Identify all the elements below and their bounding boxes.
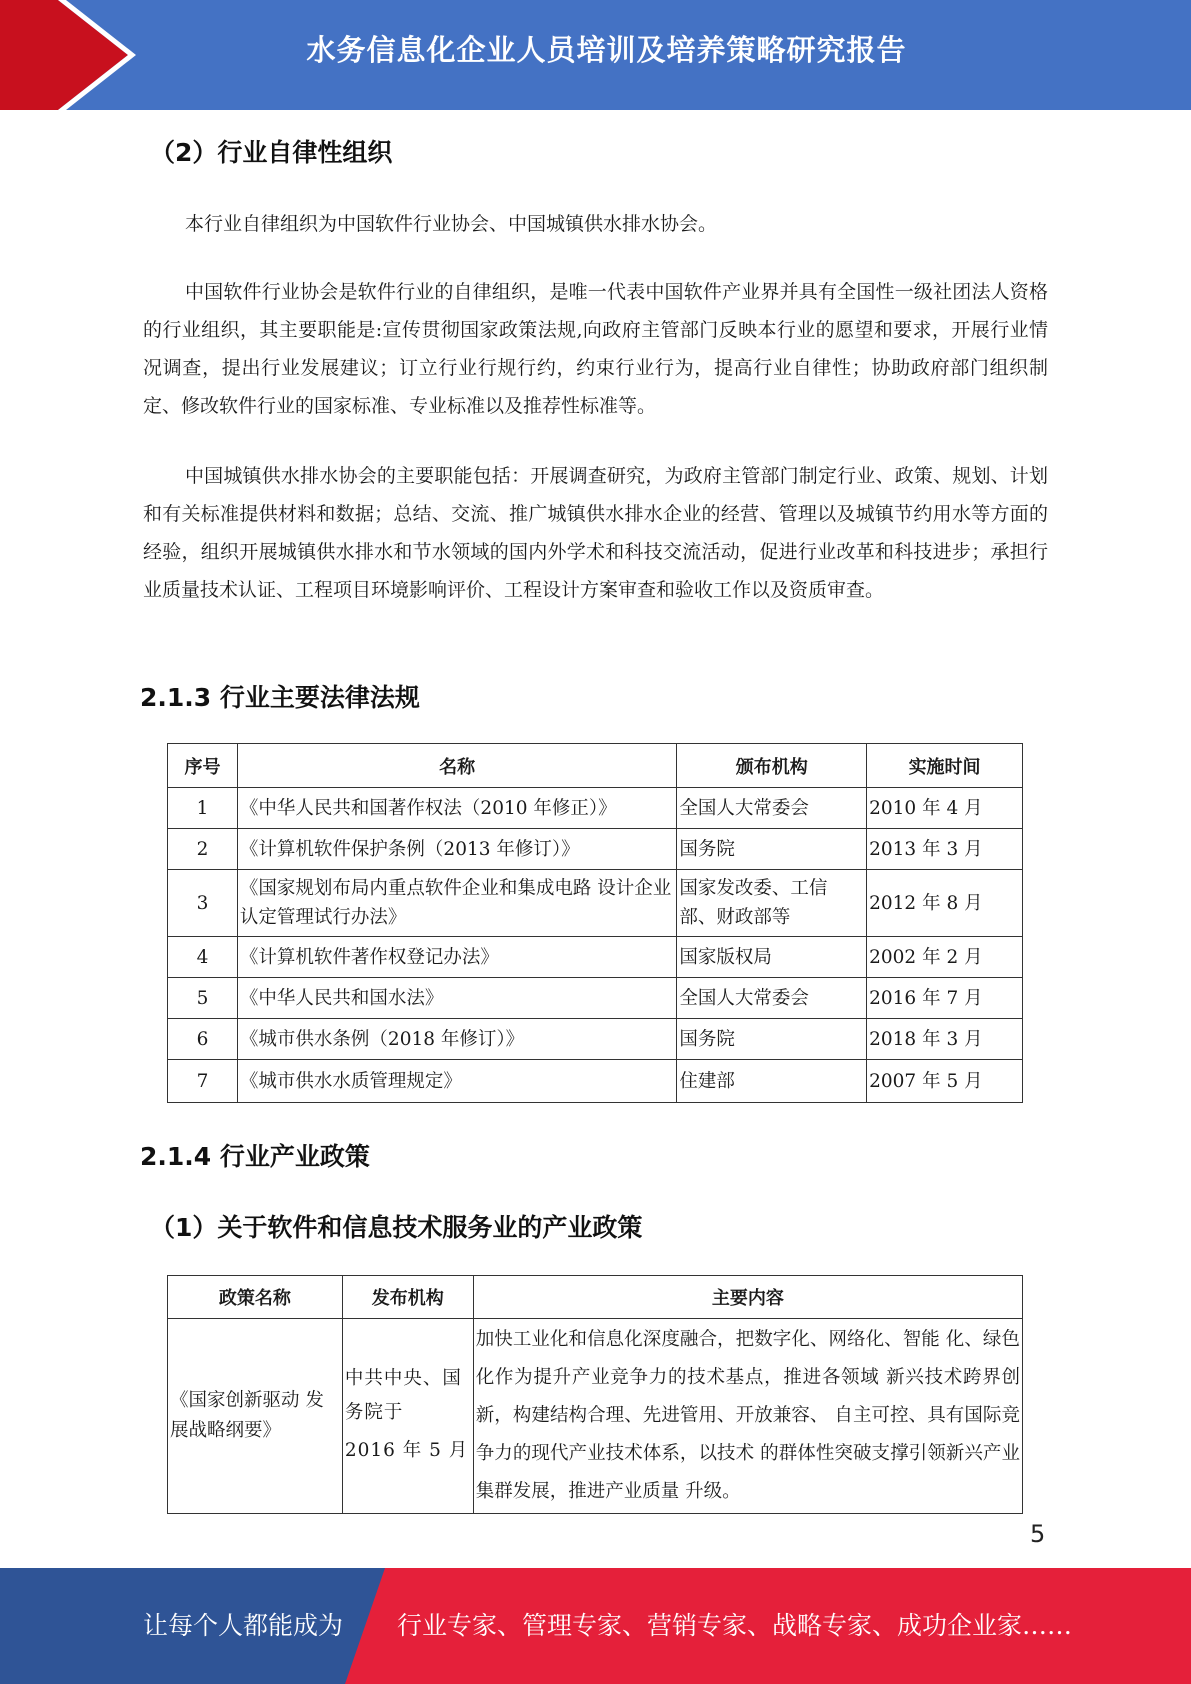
law-issuer: 全国人大常委会: [677, 788, 867, 829]
law-issuer: 国务院: [677, 1019, 867, 1060]
software-policy-heading: （1）关于软件和信息技术服务业的产业政策: [150, 1213, 643, 1242]
law-issuer: 国家版权局: [677, 937, 867, 978]
laws-table-header-row: [168, 744, 1023, 788]
laws-header-name: 名称: [237, 744, 676, 788]
law-name: 《国家规划布局内重点软件企业和集成电路 设计企业认定管理试行办法》: [237, 870, 676, 937]
table-row: [168, 937, 1023, 978]
law-no: 6: [168, 1019, 238, 1060]
paragraph-1: 本行业自律组织为中国软件行业协会、中国城镇供水排水协会。: [185, 213, 718, 235]
laws-header-issuer: 颁布机构: [677, 744, 867, 788]
law-date: 2018 年 3 月: [867, 1019, 1023, 1060]
policy-header-publisher: 发布机构: [342, 1276, 473, 1319]
law-no: 7: [168, 1060, 238, 1103]
law-no: 4: [168, 937, 238, 978]
law-date: 2007 年 5 月: [867, 1060, 1023, 1103]
law-no: 3: [168, 870, 238, 937]
law-date: 2002 年 2 月: [867, 937, 1023, 978]
table-row: [168, 870, 1023, 937]
table-row: [168, 1319, 1023, 1514]
page-number: 5: [1030, 1520, 1046, 1548]
law-date: 2012 年 8 月: [867, 870, 1023, 937]
law-date: 2010 年 4 月: [867, 788, 1023, 829]
law-name: 《城市供水条例（2018 年修订）》: [237, 1019, 676, 1060]
table-row: [168, 829, 1023, 870]
policy-header-name: 政策名称: [168, 1276, 343, 1319]
law-no: 5: [168, 978, 238, 1019]
law-issuer: 国务院: [677, 829, 867, 870]
footer-slogan-right: 行业专家、管理专家、营销专家、战略专家、成功企业家……: [397, 1611, 1073, 1640]
paragraph-3: 中国城镇供水排水协会的主要职能包括：开展调查研究，为政府主管部门制定行业、政策、规划、计划和有关标准提供材料和数据；总结、交流、推广城镇供水排水企业的经营、管理以及城镇节约用水等方面的经验，组织开展城镇供水排水和节水领域的国内外学术和科技交流活动，促进行业改革和科技进步；承担行业质量技术认证、工程项目环境影响评价、工程设计方案审查和验收工作以及资质审查。: [143, 465, 1048, 601]
policy-heading: 2.1.4 行业产业政策: [140, 1142, 370, 1171]
page-header: [0, 0, 1191, 110]
self-org-heading: （2）行业自律性组织: [150, 138, 393, 167]
laws-header-date: 实施时间: [867, 744, 1023, 788]
policy-name: 《国家创新驱动 发展战略纲要》: [168, 1319, 343, 1514]
policy-publisher-line2: 2016 年 5 月: [344, 1440, 469, 1461]
law-no: 2: [168, 829, 238, 870]
policy-publisher: [342, 1319, 473, 1514]
table-row: [168, 788, 1023, 829]
paragraph-2: 中国软件行业协会是软件行业的自律组织，是唯一代表中国软件产业界并具有全国性一级社团法人资格的行业组织，其主要职能是:宣传贯彻国家政策法规,向政府主管部门反映本行业的愿望和要求，开展行业情况调查，提出行业发展建议；订立行业行规行约，约束行业行为，提高行业自律性；协助政府部门组织制定、修改软件行业的国家标准、专业标准以及推荐性标准等。: [143, 281, 1048, 417]
law-issuer: 全国人大常委会: [677, 978, 867, 1019]
laws-header-no: 序号: [168, 744, 238, 788]
header-title: 水务信息化企业人员培训及培养策略研究报告: [306, 33, 907, 67]
laws-heading: 2.1.3 行业主要法律法规: [140, 683, 420, 712]
law-name: 《计算机软件著作权登记办法》: [237, 937, 676, 978]
page-footer: [0, 1568, 1191, 1684]
law-date: 2016 年 7 月: [867, 978, 1023, 1019]
law-no: 1: [168, 788, 238, 829]
law-name: 《中华人民共和国水法》: [237, 978, 676, 1019]
law-issuer: 国家发改委、工信部、财政部等: [677, 870, 867, 937]
policy-header-content: 主要内容: [473, 1276, 1022, 1319]
law-name: 《计算机软件保护条例（2013 年修订）》: [237, 829, 676, 870]
law-date: 2013 年 3 月: [867, 829, 1023, 870]
policy-content: 加快工业化和信息化深度融合，把数字化、网络化、智能 化、绿色化作为提升产业竞争力的技术基点，推进各领域 新兴技术跨界创新，构建结构合理、先进管用、开放兼容、 自主可控、具有国际竞争力的现代产业技术体系，以技术 的群体性突破支撑引领新兴产业集群发展，推进产业质量 升级。: [473, 1319, 1022, 1514]
table-row: [168, 978, 1023, 1019]
law-issuer: 住建部: [677, 1060, 867, 1103]
law-name: 《中华人民共和国著作权法（2010 年修正）》: [237, 788, 676, 829]
table-row: [168, 1019, 1023, 1060]
policy-table-header-row: [168, 1276, 1023, 1319]
policy-publisher-line1: 中共中央、国务院于: [344, 1368, 462, 1423]
footer-slogan-left: 让每个人都能成为: [143, 1611, 344, 1640]
table-row: [168, 1060, 1023, 1103]
laws-table: [167, 743, 1023, 1103]
law-name: 《城市供水水质管理规定》: [237, 1060, 676, 1103]
policy-table: [167, 1275, 1023, 1514]
